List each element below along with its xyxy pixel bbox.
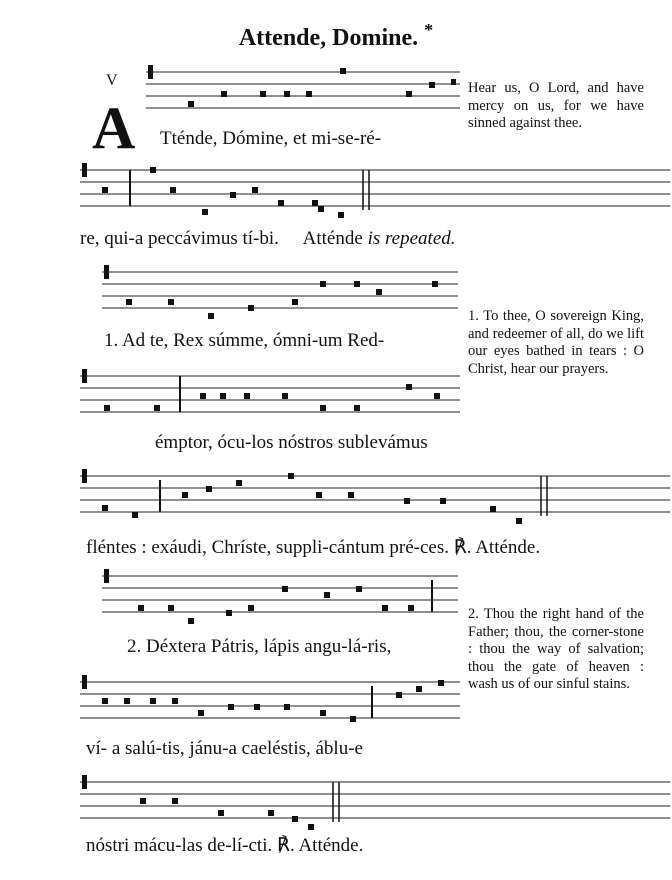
staff-7 [80,672,460,734]
staff-6 [102,566,458,628]
lyric-line-3: 1. Ad te, Rex súmme, ómni-um Red- [104,330,385,351]
lyric-line-8: nóstri mácu-las de-lí-cti. ℟. Atténde. [86,835,364,856]
translation-verse-2: 2. Thou the right hand of the Father; thou, the corner-stone : thou the way of salvation; thou the gate of heaven : wash us of our sinful stains. [468,606,644,692]
staff-8 [80,772,670,834]
lyric-line-2: re, qui-a peccávimus tí-bi. Atténde is repeated. [80,228,456,249]
initial-letter: A [92,95,136,161]
lyric-line-7: ví- a salú-tis, jánu-a caeléstis, áblu-e [86,738,363,759]
title-asterisk: * [424,20,434,40]
lyric-line-5: fléntes : exáudi, Chríste, suppli-cántum pré-ces. ℟. Atténde. [86,537,541,558]
staff-4 [80,366,460,426]
lyric-line-6: 2. Déxtera Pátris, lápis angu-lá-ris, [127,636,392,657]
lyric-line-4: émptor, ócu-los nóstros sublevámus [155,432,428,453]
staff-2 [80,160,670,222]
staff-5 [80,466,670,530]
page-title: Attende, Domine. * [238,20,434,51]
translation-verse-1: 1. To thee, O sovereign King, and redeemer of all, do we lift our eyes bathed in tears : O Christ, hear our prayers. [468,308,644,377]
staff-3 [102,262,458,324]
staff-1 [146,62,460,122]
translation-intro: Hear us, O Lord, and have mercy on us, for we have sinned against thee. [468,80,644,131]
verse-mark: V [106,72,118,89]
lyric-line-1: Tténde, Dómine, et mi-se-ré- [160,128,382,149]
